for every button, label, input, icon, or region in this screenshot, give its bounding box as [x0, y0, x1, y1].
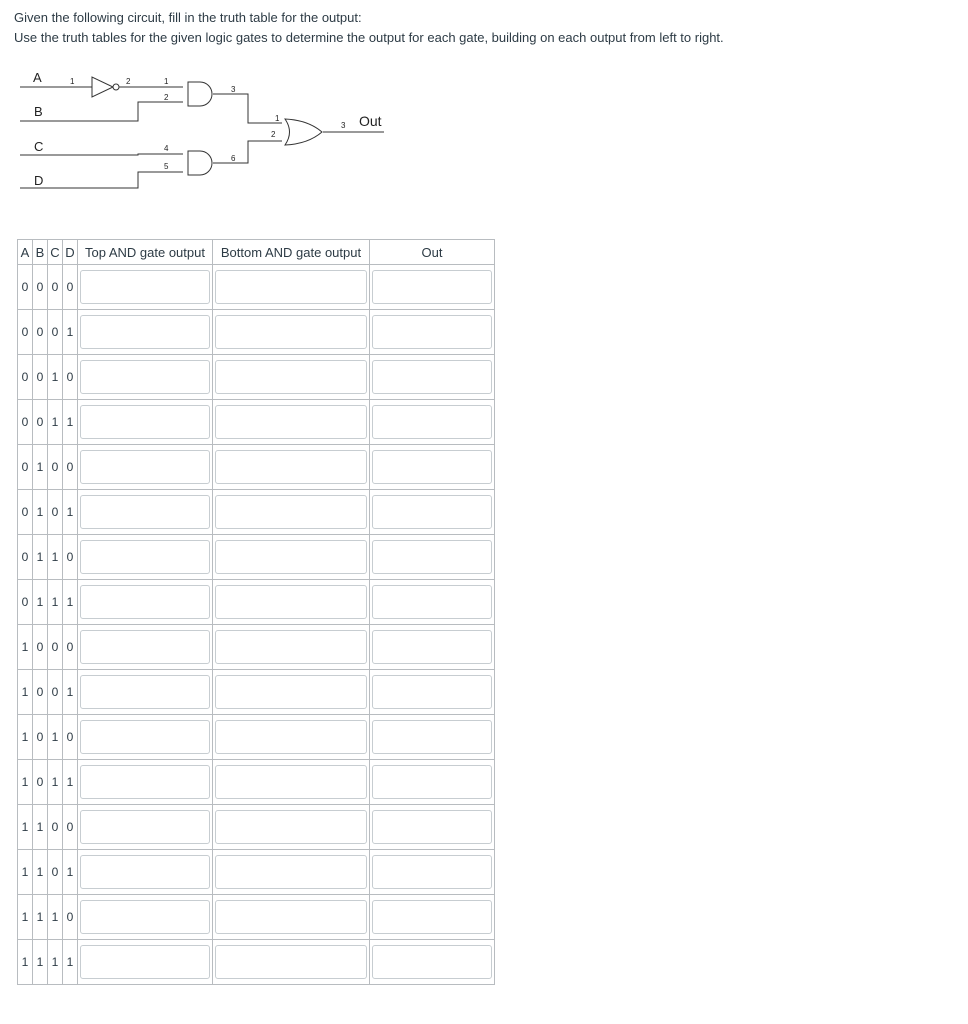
table-row	[18, 805, 495, 850]
answer-cell	[370, 625, 495, 670]
out-answer-input[interactable]	[372, 855, 492, 889]
input-value-a: 0	[18, 535, 33, 580]
answer-cell	[213, 265, 370, 310]
bottom-and-answer-input[interactable]	[215, 675, 367, 709]
input-value-b: 0	[33, 625, 48, 670]
or-gate	[285, 119, 322, 145]
answer-cell	[78, 535, 213, 580]
answer-cell	[370, 895, 495, 940]
input-value-c: 0	[48, 490, 63, 535]
input-value-b: 1	[33, 895, 48, 940]
input-value-d: 0	[63, 805, 78, 850]
answer-cell	[78, 400, 213, 445]
out-answer-input[interactable]	[372, 675, 492, 709]
out-answer-input[interactable]	[372, 900, 492, 934]
input-value-a: 1	[18, 670, 33, 715]
input-label-c: C	[34, 139, 44, 154]
bottom-and-gate	[188, 151, 212, 175]
input-value-a: 0	[18, 355, 33, 400]
out-answer-input[interactable]	[372, 945, 492, 979]
header-bottom-and: Bottom AND gate output	[213, 240, 370, 265]
input-label-d: D	[34, 173, 44, 188]
instructions	[14, 8, 724, 48]
or-pin-3: 3	[341, 121, 346, 130]
input-value-d: 0	[63, 265, 78, 310]
not-gate	[92, 77, 113, 97]
bottom-and-answer-input[interactable]	[215, 495, 367, 529]
input-value-a: 0	[18, 490, 33, 535]
input-value-a: 0	[18, 580, 33, 625]
answer-cell	[370, 805, 495, 850]
input-value-d: 1	[63, 850, 78, 895]
bottom-and-answer-input[interactable]	[215, 810, 367, 844]
input-value-c: 1	[48, 895, 63, 940]
input-value-d: 0	[63, 445, 78, 490]
input-value-d: 1	[63, 940, 78, 985]
truth-table-body	[18, 265, 495, 985]
truth-table-header	[18, 240, 495, 265]
input-value-c: 0	[48, 625, 63, 670]
answer-cell	[370, 670, 495, 715]
input-value-d: 0	[63, 355, 78, 400]
table-row	[18, 535, 495, 580]
bottom-and-pin-5: 5	[164, 162, 169, 171]
wire-b	[20, 102, 183, 121]
input-value-d: 1	[63, 490, 78, 535]
answer-cell	[78, 265, 213, 310]
input-value-a: 1	[18, 625, 33, 670]
answer-cell	[78, 850, 213, 895]
answer-cell	[78, 310, 213, 355]
input-value-d: 1	[63, 310, 78, 355]
top-and-pin-1: 1	[164, 77, 169, 86]
answer-cell	[213, 400, 370, 445]
top-and-answer-input[interactable]	[80, 720, 210, 754]
input-label-a: A	[33, 70, 42, 85]
top-and-pin-3: 3	[231, 85, 236, 94]
bottom-and-answer-input[interactable]	[215, 945, 367, 979]
input-value-c: 0	[48, 670, 63, 715]
circuit-diagram	[0, 62, 420, 202]
input-value-c: 1	[48, 580, 63, 625]
wire-c	[20, 154, 183, 155]
answer-cell	[370, 715, 495, 760]
top-and-answer-input[interactable]	[80, 405, 210, 439]
answer-cell	[370, 490, 495, 535]
top-and-answer-input[interactable]	[80, 585, 210, 619]
input-value-d: 1	[63, 580, 78, 625]
input-value-b: 1	[33, 805, 48, 850]
top-and-pin-2: 2	[164, 93, 169, 102]
answer-cell	[370, 760, 495, 805]
answer-cell	[213, 355, 370, 400]
answer-cell	[370, 400, 495, 445]
input-value-c: 0	[48, 265, 63, 310]
instructions-line-2: Use the truth tables for the given logic gates to determine the output for each gate, building on each output from left to right.	[14, 30, 724, 45]
not-pin-2: 2	[126, 77, 131, 86]
out-answer-input[interactable]	[372, 765, 492, 799]
input-value-c: 0	[48, 805, 63, 850]
table-row	[18, 400, 495, 445]
or-pin-2: 2	[271, 130, 276, 139]
top-and-answer-input[interactable]	[80, 540, 210, 574]
answer-cell	[370, 310, 495, 355]
input-value-b: 1	[33, 490, 48, 535]
answer-cell	[370, 580, 495, 625]
input-value-d: 1	[63, 400, 78, 445]
bottom-and-pin-6: 6	[231, 154, 236, 163]
wire-d	[20, 172, 183, 188]
input-value-b: 0	[33, 265, 48, 310]
answer-cell	[213, 310, 370, 355]
bottom-and-answer-input[interactable]	[215, 540, 367, 574]
input-value-b: 0	[33, 310, 48, 355]
top-and-answer-input[interactable]	[80, 495, 210, 529]
input-value-b: 0	[33, 715, 48, 760]
input-value-b: 1	[33, 535, 48, 580]
input-value-b: 0	[33, 400, 48, 445]
input-value-b: 1	[33, 580, 48, 625]
input-value-c: 1	[48, 940, 63, 985]
top-and-answer-input[interactable]	[80, 360, 210, 394]
answer-cell	[370, 355, 495, 400]
answer-cell	[78, 445, 213, 490]
answer-cell	[213, 490, 370, 535]
bottom-and-answer-input[interactable]	[215, 405, 367, 439]
out-answer-input[interactable]	[372, 720, 492, 754]
answer-cell	[78, 715, 213, 760]
out-answer-input[interactable]	[372, 270, 492, 304]
top-and-answer-input[interactable]	[80, 630, 210, 664]
output-label: Out	[359, 113, 382, 129]
table-row	[18, 670, 495, 715]
input-value-a: 1	[18, 760, 33, 805]
answer-cell	[213, 580, 370, 625]
input-value-b: 1	[33, 850, 48, 895]
input-value-d: 0	[63, 895, 78, 940]
answer-cell	[213, 760, 370, 805]
top-and-answer-input[interactable]	[80, 315, 210, 349]
input-value-d: 0	[63, 535, 78, 580]
table-row	[18, 310, 495, 355]
answer-cell	[78, 625, 213, 670]
out-answer-input[interactable]	[372, 630, 492, 664]
table-row	[18, 355, 495, 400]
top-and-answer-input[interactable]	[80, 450, 210, 484]
bottom-and-pin-4: 4	[164, 144, 169, 153]
table-row	[18, 715, 495, 760]
input-value-d: 1	[63, 670, 78, 715]
table-row	[18, 760, 495, 805]
bottom-and-answer-input[interactable]	[215, 360, 367, 394]
input-value-a: 0	[18, 310, 33, 355]
answer-cell	[213, 895, 370, 940]
table-row	[18, 850, 495, 895]
answer-cell	[78, 760, 213, 805]
table-row	[18, 625, 495, 670]
out-answer-input[interactable]	[372, 315, 492, 349]
instructions-line-1: Given the following circuit, fill in the truth table for the output:	[14, 10, 362, 25]
table-row	[18, 940, 495, 985]
bottom-and-answer-input[interactable]	[215, 270, 367, 304]
input-value-c: 1	[48, 355, 63, 400]
bottom-and-answer-input[interactable]	[215, 450, 367, 484]
input-value-a: 1	[18, 850, 33, 895]
answer-cell	[370, 445, 495, 490]
answer-cell	[78, 580, 213, 625]
bottom-and-answer-input[interactable]	[215, 630, 367, 664]
bottom-and-answer-input[interactable]	[215, 900, 367, 934]
answer-cell	[213, 805, 370, 850]
out-answer-input[interactable]	[372, 810, 492, 844]
top-and-answer-input[interactable]	[80, 810, 210, 844]
answer-cell	[78, 940, 213, 985]
input-value-b: 0	[33, 355, 48, 400]
out-answer-input[interactable]	[372, 360, 492, 394]
bottom-and-answer-input[interactable]	[215, 315, 367, 349]
answer-cell	[213, 445, 370, 490]
answer-cell	[213, 715, 370, 760]
answer-cell	[213, 670, 370, 715]
input-value-b: 1	[33, 940, 48, 985]
input-value-d: 1	[63, 760, 78, 805]
answer-cell	[78, 895, 213, 940]
input-value-a: 1	[18, 895, 33, 940]
input-value-a: 0	[18, 400, 33, 445]
top-and-answer-input[interactable]	[80, 675, 210, 709]
input-value-c: 1	[48, 535, 63, 580]
answer-cell	[78, 805, 213, 850]
top-and-answer-input[interactable]	[80, 900, 210, 934]
input-value-b: 0	[33, 670, 48, 715]
input-value-c: 1	[48, 760, 63, 805]
answer-cell	[78, 355, 213, 400]
or-pin-1: 1	[275, 114, 280, 123]
input-value-d: 0	[63, 715, 78, 760]
input-value-a: 0	[18, 265, 33, 310]
answer-cell	[213, 535, 370, 580]
input-value-b: 0	[33, 760, 48, 805]
header-d: D	[63, 240, 78, 265]
table-row	[18, 580, 495, 625]
answer-cell	[213, 940, 370, 985]
bottom-and-answer-input[interactable]	[215, 585, 367, 619]
answer-cell	[370, 940, 495, 985]
top-and-answer-input[interactable]	[80, 765, 210, 799]
out-answer-input[interactable]	[372, 495, 492, 529]
header-top-and: Top AND gate output	[78, 240, 213, 265]
answer-cell	[213, 850, 370, 895]
top-and-answer-input[interactable]	[80, 855, 210, 889]
table-row	[18, 490, 495, 535]
answer-cell	[78, 670, 213, 715]
input-value-d: 0	[63, 625, 78, 670]
input-value-a: 0	[18, 445, 33, 490]
input-value-a: 1	[18, 940, 33, 985]
input-value-b: 1	[33, 445, 48, 490]
out-answer-input[interactable]	[372, 405, 492, 439]
header-b: B	[33, 240, 48, 265]
input-value-a: 1	[18, 805, 33, 850]
answer-cell	[78, 490, 213, 535]
top-and-gate	[188, 82, 212, 106]
table-row	[18, 265, 495, 310]
answer-cell	[370, 265, 495, 310]
answer-cell	[370, 535, 495, 580]
input-value-a: 1	[18, 715, 33, 760]
header-a: A	[18, 240, 33, 265]
top-and-answer-input[interactable]	[80, 270, 210, 304]
input-value-c: 0	[48, 310, 63, 355]
table-row	[18, 895, 495, 940]
bottom-and-answer-input[interactable]	[215, 765, 367, 799]
top-and-answer-input[interactable]	[80, 945, 210, 979]
bottom-and-answer-input[interactable]	[215, 720, 367, 754]
out-answer-input[interactable]	[372, 585, 492, 619]
header-c: C	[48, 240, 63, 265]
input-value-c: 1	[48, 715, 63, 760]
out-answer-input[interactable]	[372, 450, 492, 484]
answer-cell	[213, 625, 370, 670]
table-row	[18, 445, 495, 490]
input-label-b: B	[34, 104, 43, 119]
wire-top-and-out	[213, 94, 282, 123]
input-value-c: 0	[48, 850, 63, 895]
out-answer-input[interactable]	[372, 540, 492, 574]
answer-cell	[370, 850, 495, 895]
header-out: Out	[370, 240, 495, 265]
truth-table	[17, 239, 495, 985]
not-gate-bubble	[113, 84, 119, 90]
input-value-c: 0	[48, 445, 63, 490]
input-value-c: 1	[48, 400, 63, 445]
wire-bottom-and-out	[213, 141, 282, 163]
not-pin-1: 1	[70, 77, 75, 86]
bottom-and-answer-input[interactable]	[215, 855, 367, 889]
